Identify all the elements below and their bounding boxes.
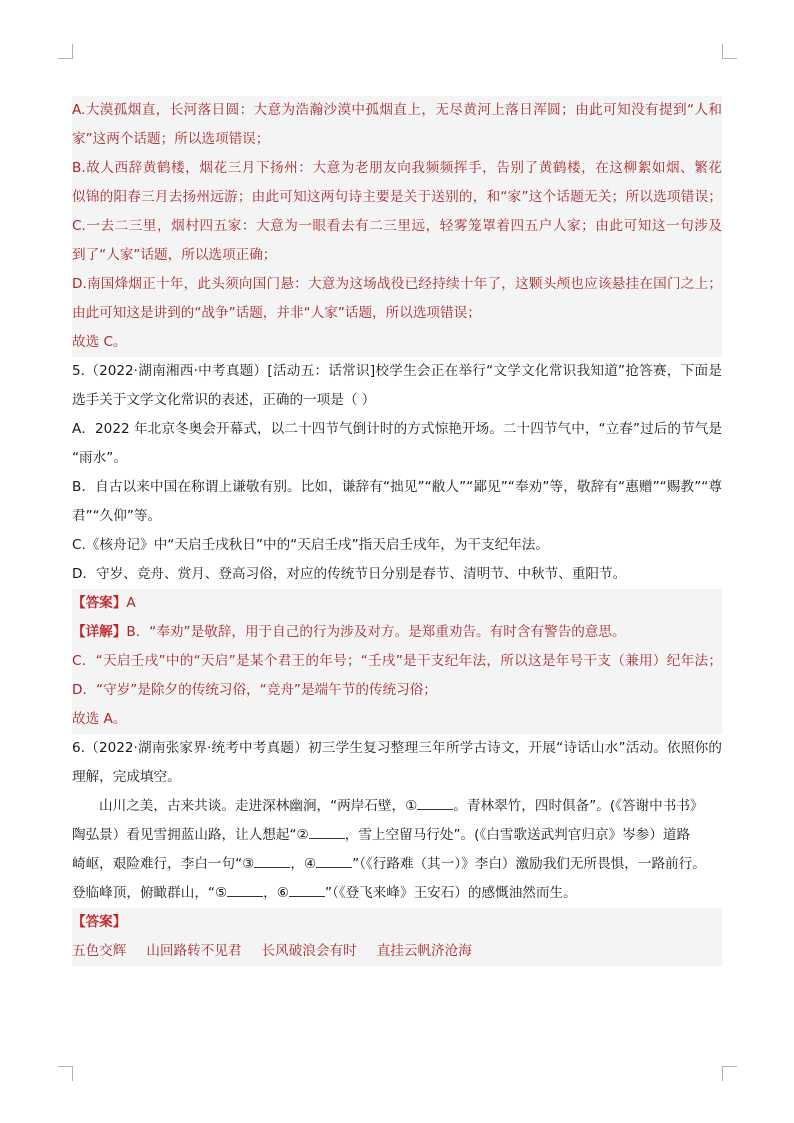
analysis-line: 家”这两个话题；所以选项错误； bbox=[72, 131, 270, 147]
passage-line bbox=[72, 821, 722, 850]
analysis-line: 似锦的阳春三月去扬州远游；由此可知这两句诗主要是关于送别的，和“家”这个话题无关；所以选项错误； bbox=[72, 189, 722, 205]
passage-line bbox=[72, 850, 722, 879]
passage-text: 山川之美，古来共谈。走进深林幽涧，“两岸石壁，① bbox=[99, 798, 418, 814]
blank-6[interactable] bbox=[289, 882, 325, 897]
question-5-stem: 5.（2022·湖南湘西·中考真题）[活动五：话常识]校学生会正在举行“文学文化常识我知道”抢答赛，下面是 bbox=[72, 363, 722, 379]
passage-text: 登临峰顶，俯瞰群山，“⑤ bbox=[72, 885, 228, 901]
option-d: D．守岁、竞舟、赏月、登高习俗，对应的传统节日分别是春节、清明节、中秋节、重阳节。 bbox=[72, 566, 627, 582]
blank-1[interactable] bbox=[417, 795, 453, 810]
question-6-stem: 理解，完成填空。 bbox=[72, 769, 181, 785]
passage-text: ”（《登飞来峰》王安石）的感慨油然而生。 bbox=[324, 885, 577, 901]
passage-line bbox=[72, 792, 722, 821]
answer-line bbox=[72, 589, 722, 618]
crop-mark-top-right bbox=[722, 44, 737, 59]
blank-4[interactable] bbox=[316, 853, 352, 868]
detail-text: B．“奉劝”是敬辞，用于自己的行为涉及对方。是郑重劝告。有时含有警告的意思。 bbox=[126, 624, 626, 640]
answer-line bbox=[72, 908, 722, 937]
detail-line: C．“天启壬戌”中的“天启”是某个君王的年号；“壬戌”是干支纪年法，所以这是年号干支（兼用）纪年法； bbox=[72, 653, 722, 669]
analysis-line: A.大漠孤烟直，长河落日圆：大意为浩瀚沙漠中孤烟直上，无尽黄河上落日浑圆；由此可知没有提到“人和 bbox=[72, 102, 722, 118]
option-b-cont: 君”“久仰”等。 bbox=[72, 508, 162, 524]
blank-2[interactable] bbox=[309, 824, 345, 839]
analysis-line: C.一去二三里，烟村四五家：大意为一眼看去有二三里远，轻雾笼罩着四五户人家；由此可知这一句涉及 bbox=[72, 218, 722, 234]
analysis-line: B.故人西辞黄鹤楼，烟花三月下扬州：大意为老朋友向我频频挥手，告别了黄鹤楼，在这柳絮如烟、繁花 bbox=[72, 160, 722, 176]
option-a: A．2022 年北京冬奥会开幕式，以二十四节气倒计时的方式惊艳开场。二十四节气中，“立春”过后的节气是 bbox=[72, 421, 722, 437]
analysis-conclusion: 故选 C。 bbox=[72, 334, 127, 350]
answer-tag: 【答案】 bbox=[72, 595, 127, 611]
question-6-stem: 6.（2022·湖南张家界·统考中考真题）初三学生复习整理三年所学古诗文，开展“诗话山水”活动。依照你的 bbox=[72, 740, 722, 756]
analysis-line: 到了“人家”话题，所以选项正确； bbox=[72, 247, 277, 263]
detail-conclusion: 故选 A。 bbox=[72, 711, 127, 727]
detail-line bbox=[72, 618, 722, 647]
passage-text: ”（《行路难（其一）》李白）激励我们无所畏惧，一路前行。 bbox=[352, 856, 706, 872]
option-b: B．自古以来中国在称谓上谦敬有别。比如，谦辞有“拙见”“敝人”“鄙见”“奉劝”等，敬辞有“惠赠”“赐教”“尊 bbox=[72, 479, 722, 495]
answer-item: 直挂云帆济沧海 bbox=[376, 943, 472, 959]
option-a-cont: “雨水”。 bbox=[72, 450, 127, 466]
detail-line: D．“守岁”是除夕的传统习俗，“竞舟”是端午节的传统习俗； bbox=[72, 682, 437, 698]
analysis-line: 由此可知这是讲到的“战争”话题，并非“人家”话题，所以选项错误； bbox=[72, 305, 481, 321]
answer-item: 五色交辉 bbox=[72, 943, 127, 959]
detail-tag: 【详解】 bbox=[72, 624, 127, 640]
blank-5[interactable] bbox=[227, 882, 263, 897]
question-6 bbox=[72, 734, 722, 908]
question-5-answer-block bbox=[72, 589, 722, 734]
passage-text: 陶弘景）看见雪拥蓝山路，让人想起“② bbox=[72, 827, 309, 843]
analysis-block bbox=[72, 96, 722, 357]
option-c: C.《核舟记》中“天启壬戌秋日”中的“天启壬戌”指天启壬戌年，为干支纪年法。 bbox=[72, 537, 549, 553]
crop-mark-bottom-right bbox=[722, 1066, 737, 1081]
answer-list bbox=[72, 937, 722, 966]
answer-item: 山回路转不见君 bbox=[146, 943, 242, 959]
passage-text: ，⑥ bbox=[263, 885, 289, 901]
question-5-stem: 选手关于文学文化常识的表述，正确的一项是（ ） bbox=[72, 392, 376, 408]
question-5 bbox=[72, 357, 722, 589]
answer-item: 长风破浪会有时 bbox=[261, 943, 357, 959]
page-content bbox=[72, 96, 722, 966]
analysis-line: D.南国烽烟正十年，此头须向国门悬：大意为这场战役已经持续十年了，这颗头颅也应该悬挂在国门之上； bbox=[72, 276, 722, 292]
crop-mark-bottom-left bbox=[58, 1066, 73, 1081]
passage-text: ，④ bbox=[290, 856, 317, 872]
passage-line bbox=[72, 879, 722, 908]
question-6-answer-block bbox=[72, 908, 722, 966]
passage-text: 崎岖，艰险难行，李白一句“③ bbox=[72, 856, 255, 872]
passage-text: 。青林翠竹，四时俱备”。(《答谢中书书》 bbox=[453, 798, 704, 814]
answer-value: A bbox=[126, 595, 136, 611]
answer-tag: 【答案】 bbox=[72, 914, 127, 930]
crop-mark-top-left bbox=[58, 44, 73, 59]
passage-text: ，雪上空留马行处”。(《白雪歌送武判官归京》岑参）道路 bbox=[344, 827, 691, 843]
blank-3[interactable] bbox=[254, 853, 290, 868]
